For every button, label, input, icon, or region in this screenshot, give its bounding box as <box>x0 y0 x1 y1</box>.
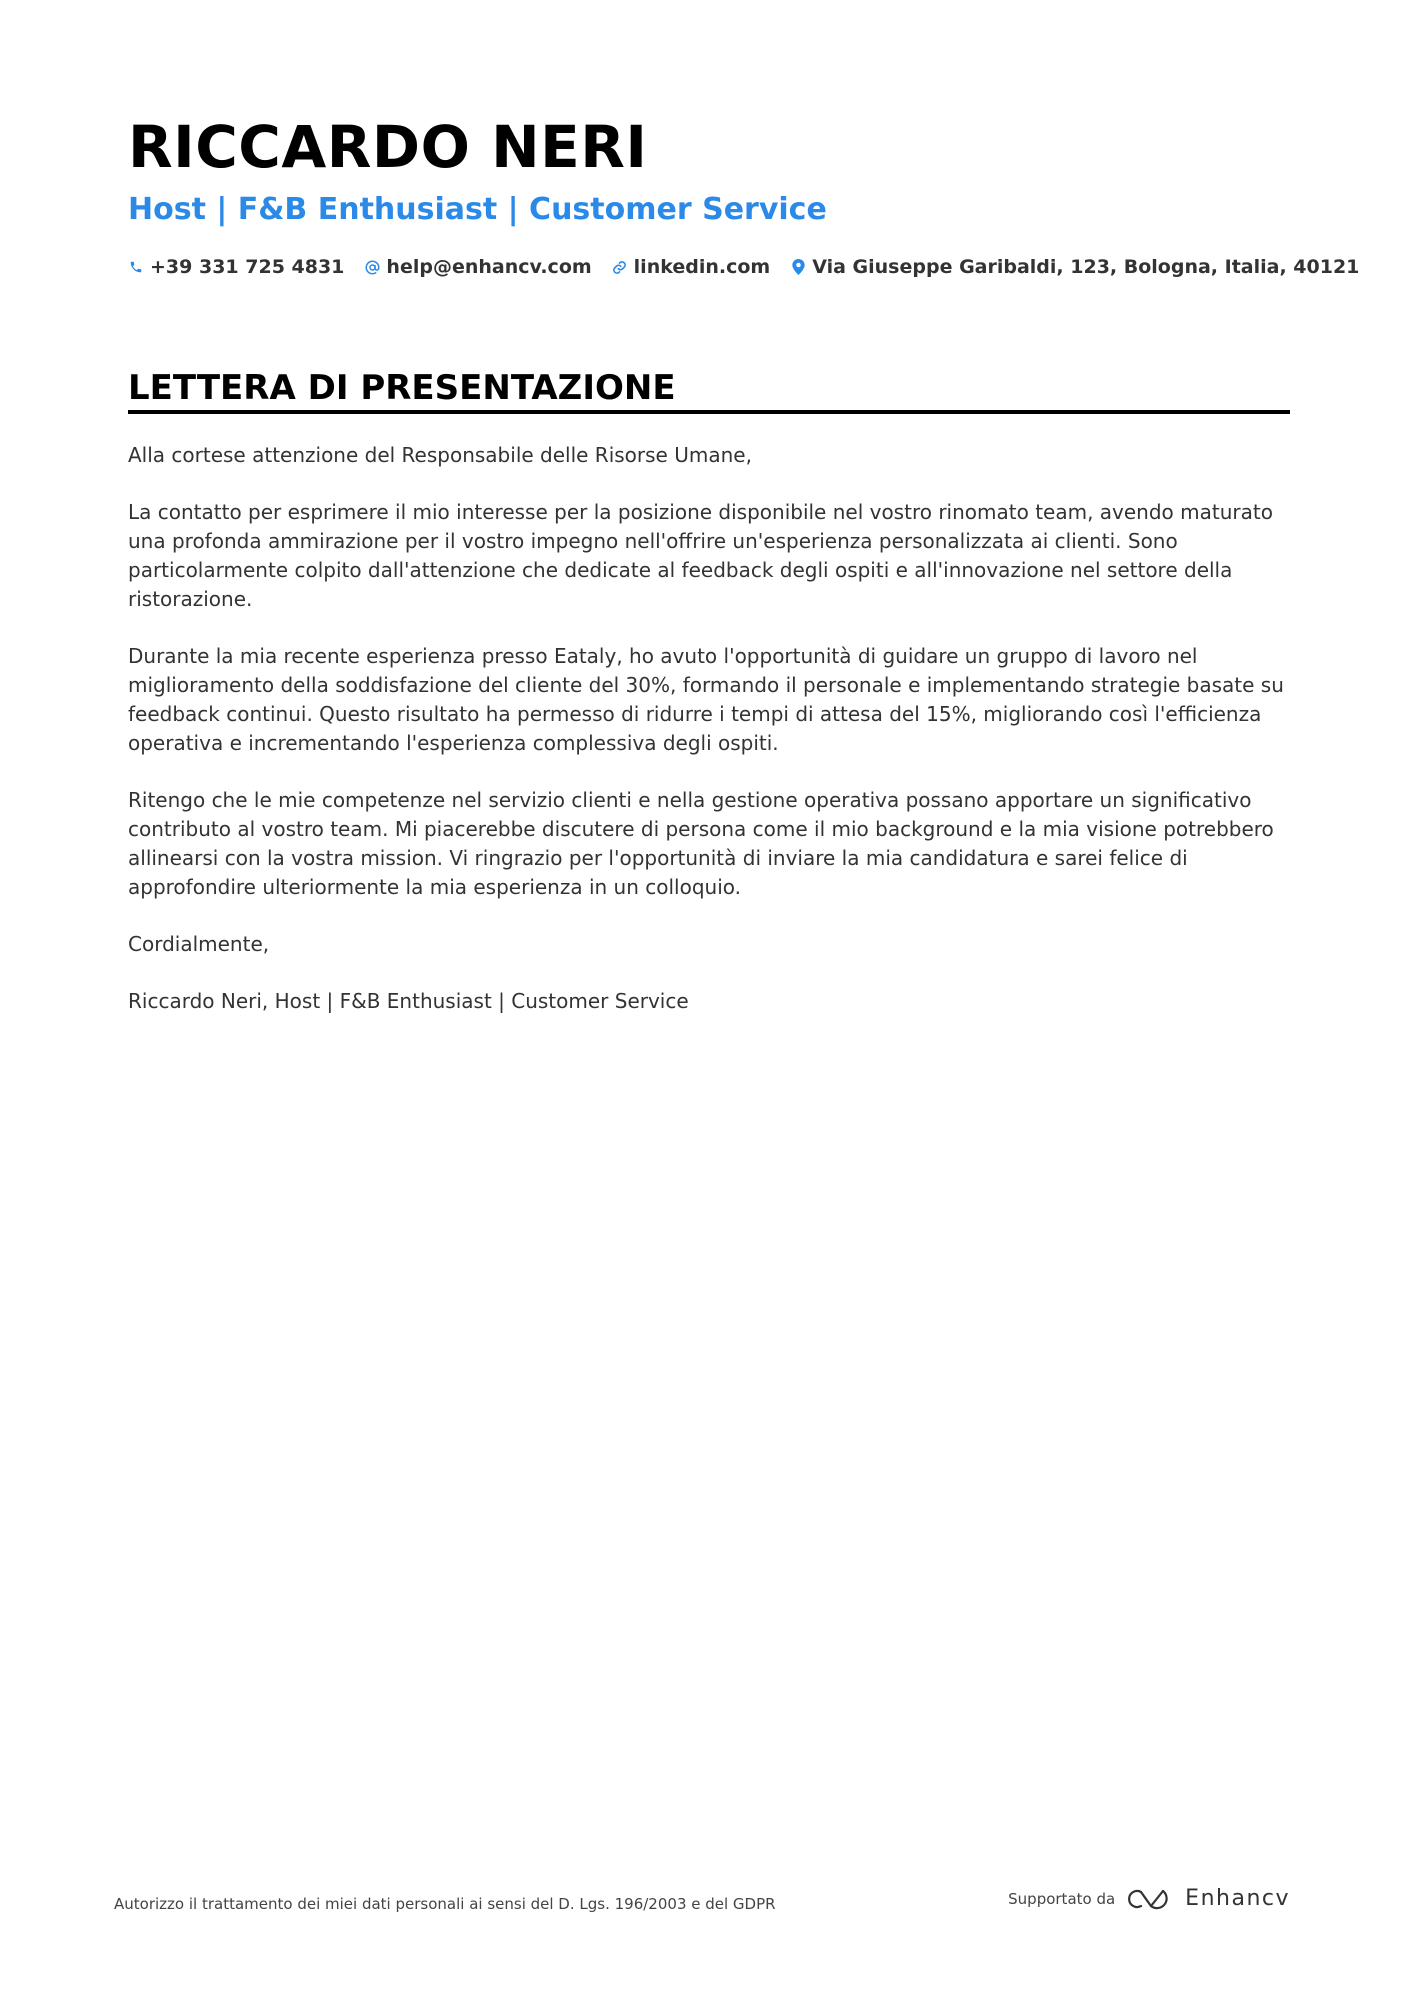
letter-paragraph: Ritengo che le mie competenze nel servizio clienti e nella gestione operativa possano apportare un significativo contributo al vostro team. Mi piacerebbe discutere di persona come il mio background e la mia visione potrebbero allinearsi con la vostra mission. Vi ringrazio per l'opportunità di inviare la mia candidatura e sarei felice di approfondire ulteriormente la mia esperienza in un colloquio. <box>128 788 1274 899</box>
candidate-headline: Host | F&B Enthusiast | Customer Service <box>128 192 827 227</box>
section-divider <box>128 410 1290 414</box>
privacy-consent-note: Autorizzo il trattamento dei miei dati personali ai sensi del D. Lgs. 196/2003 e del GDPR <box>114 1895 776 1913</box>
contact-bar <box>128 252 1379 282</box>
contact-address <box>790 256 1359 278</box>
powered-by-badge[interactable] <box>1008 1886 1290 1911</box>
contact-linkedin[interactable] <box>612 256 771 278</box>
letter-paragraph: Durante la mia recente esperienza presso Eataly, ho avuto l'opportunità di guidare un gruppo di lavoro nel miglioramento della soddisfazione del cliente del 30%, formando il personale e implementando strategie basate su feedback continui. Questo risultato ha permesso di ridurre i tempi di attesa del 15%, migliorando così l'efficienza operativa e incrementando l'esperienza complessiva degli ospiti. <box>128 644 1284 755</box>
brand-name: Enhancv <box>1185 1886 1290 1911</box>
letter-body <box>128 441 1290 1044</box>
enhancv-logo-icon <box>1127 1887 1173 1911</box>
powered-by-label: Supportato da <box>1008 1889 1116 1908</box>
contact-email[interactable] <box>364 256 591 278</box>
location-pin-icon <box>790 258 806 276</box>
letter-signature: Riccardo Neri, Host | F&B Enthusiast | Customer Service <box>128 989 689 1013</box>
at-icon <box>364 258 380 276</box>
letter-closing: Cordialmente, <box>128 932 270 956</box>
candidate-name: RICCARDO NERI <box>128 113 648 181</box>
letter-paragraph: La contatto per esprimere il mio interesse per la posizione disponibile nel vostro rinomato team, avendo maturato una profonda ammirazione per il vostro impegno nell'offrire un'esperienza personalizzata ai clienti. Sono particolarmente colpito dall'attenzione che dedicate al feedback degli ospiti e all'innovazione nel settore della ristorazione. <box>128 500 1273 611</box>
contact-phone[interactable] <box>128 256 344 278</box>
section-title: LETTERA DI PRESENTAZIONE <box>128 368 676 408</box>
contact-address-text: Via Giuseppe Garibaldi, 123, Bologna, Italia, 40121 <box>812 256 1360 278</box>
contact-phone-text: +39 331 725 4831 <box>150 256 345 278</box>
link-icon <box>612 258 628 276</box>
contact-linkedin-text: linkedin.com <box>633 256 771 278</box>
contact-email-text: help@enhancv.com <box>386 256 592 278</box>
phone-icon <box>128 258 144 276</box>
letter-salutation: Alla cortese attenzione del Responsabile delle Risorse Umane, <box>128 443 752 467</box>
